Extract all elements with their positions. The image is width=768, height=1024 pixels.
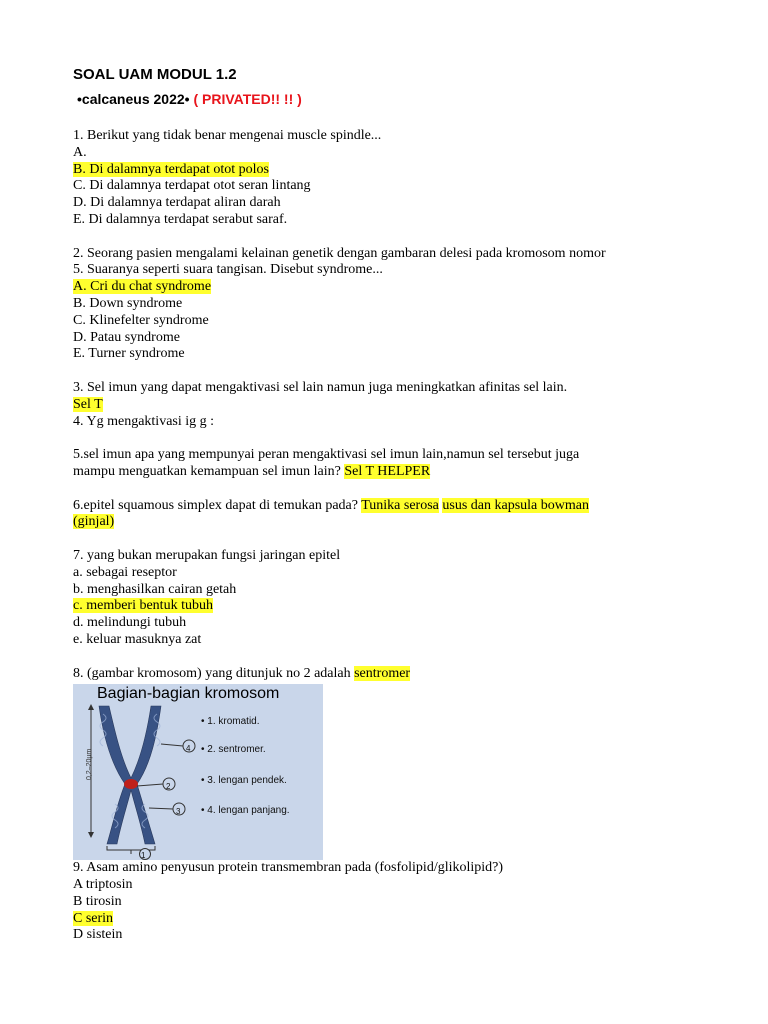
- question-1: 1. Berikut yang tidak benar mengenai muscle spindle...: [73, 128, 382, 143]
- q6-answer-part-1: Tunika serosa: [361, 497, 439, 513]
- q2-option-b: B. Down syndrome: [73, 295, 183, 311]
- question-7: 7. yang bukan merupakan fungsi jaringan epitel: [73, 547, 341, 563]
- q1-option-a: A.: [73, 144, 87, 160]
- subtitle-privated: ( PRIVATED!! !! ): [193, 91, 302, 107]
- q9-option-b: B tirosin: [73, 893, 122, 909]
- figure-scale-label: 0,2–20µm: [86, 749, 94, 781]
- q7-option-c-answer: c. memberi bentuk tubuh: [73, 598, 213, 614]
- question-8: 8. (gambar kromosom) yang ditunjuk no 2 adalah: [73, 665, 351, 681]
- chromosome-figure: [73, 684, 323, 860]
- figure-item-3: • 3. lengan pendek.: [201, 775, 287, 787]
- question-4: 4. Yg mengaktivasi ig g :: [73, 413, 215, 429]
- figure-item-4: • 4. lengan panjang.: [201, 805, 290, 817]
- document-body: [73, 128, 713, 944]
- question-2-line-2: 5. Suaranya seperti suara tangisan. Disebut syndrome...: [73, 262, 383, 278]
- q2-option-a-answer: A. Cri du chat syndrome: [73, 279, 212, 295]
- q1-option-d: D. Di dalamnya terdapat aliran darah: [73, 195, 281, 211]
- figure-marker-3: 3: [176, 807, 181, 817]
- q7-option-a: a. sebagai reseptor: [73, 564, 177, 580]
- subtitle-prefix: •calcaneus 2022•: [77, 91, 190, 107]
- q1-option-c: C. Di dalamnya terdapat otot seran lintang: [73, 178, 311, 194]
- q2-option-d: D. Patau syndrome: [73, 329, 180, 345]
- question-3: 3. Sel imun yang dapat mengaktivasi sel lain namun juga meningkatkan afinitas sel lain.: [73, 379, 568, 395]
- question-6: 6.epitel squamous simplex dapat di temukan pada?: [73, 497, 358, 513]
- q9-option-a: A triptosin: [73, 877, 133, 893]
- q6-answer-part-3: (ginjal): [73, 514, 115, 530]
- q1-option-e: E. Di dalamnya terdapat serabut saraf.: [73, 211, 288, 227]
- figure-item-2: • 2. sentromer.: [201, 744, 266, 756]
- figure-title: Bagian-bagian kromosom: [97, 685, 280, 703]
- question-5-line-1: 5.sel imun apa yang mempunyai peran mengaktivasi sel imun lain,namun sel tersebut juga: [73, 447, 580, 463]
- q9-option-c-answer: C serin: [73, 910, 114, 926]
- q5-answer: Sel T HELPER: [344, 463, 431, 479]
- question-2-line-1: 2. Seorang pasien mengalami kelainan genetik dengan gambaran delesi pada kromosom nomor: [73, 245, 606, 261]
- q2-option-c: C. Klinefelter syndrome: [73, 312, 209, 328]
- figure-item-1: • 1. kromatid.: [201, 716, 260, 728]
- document-subtitle: [77, 91, 302, 107]
- q8-answer: sentromer: [354, 665, 411, 681]
- document-title: SOAL UAM MODUL 1.2: [73, 66, 237, 83]
- q2-option-e: E. Turner syndrome: [73, 346, 185, 362]
- q6-answer-part-2: usus dan kapsula bowman: [442, 497, 589, 513]
- q7-option-e: e. keluar masuknya zat: [73, 631, 202, 647]
- centromere-mark: [124, 779, 138, 789]
- q7-option-b: b. menghasilkan cairan getah: [73, 581, 237, 597]
- q3-answer: Sel T: [73, 396, 103, 412]
- chromosome-illustration: [73, 684, 323, 860]
- figure-marker-2: 2: [166, 782, 171, 792]
- figure-marker-4: 4: [186, 744, 191, 754]
- figure-marker-1: 1: [141, 851, 146, 861]
- question-9: 9. Asam amino penyusun protein transmembran pada (fosfolipid/glikolipid?): [73, 860, 504, 876]
- q7-option-d: d. melindungi tubuh: [73, 615, 187, 631]
- q1-option-b-answer: B. Di dalamnya terdapat otot polos: [73, 161, 269, 177]
- q9-option-d: D sistein: [73, 927, 123, 943]
- question-5-line-2: mampu menguatkan kemampuan sel imun lain?: [73, 463, 341, 479]
